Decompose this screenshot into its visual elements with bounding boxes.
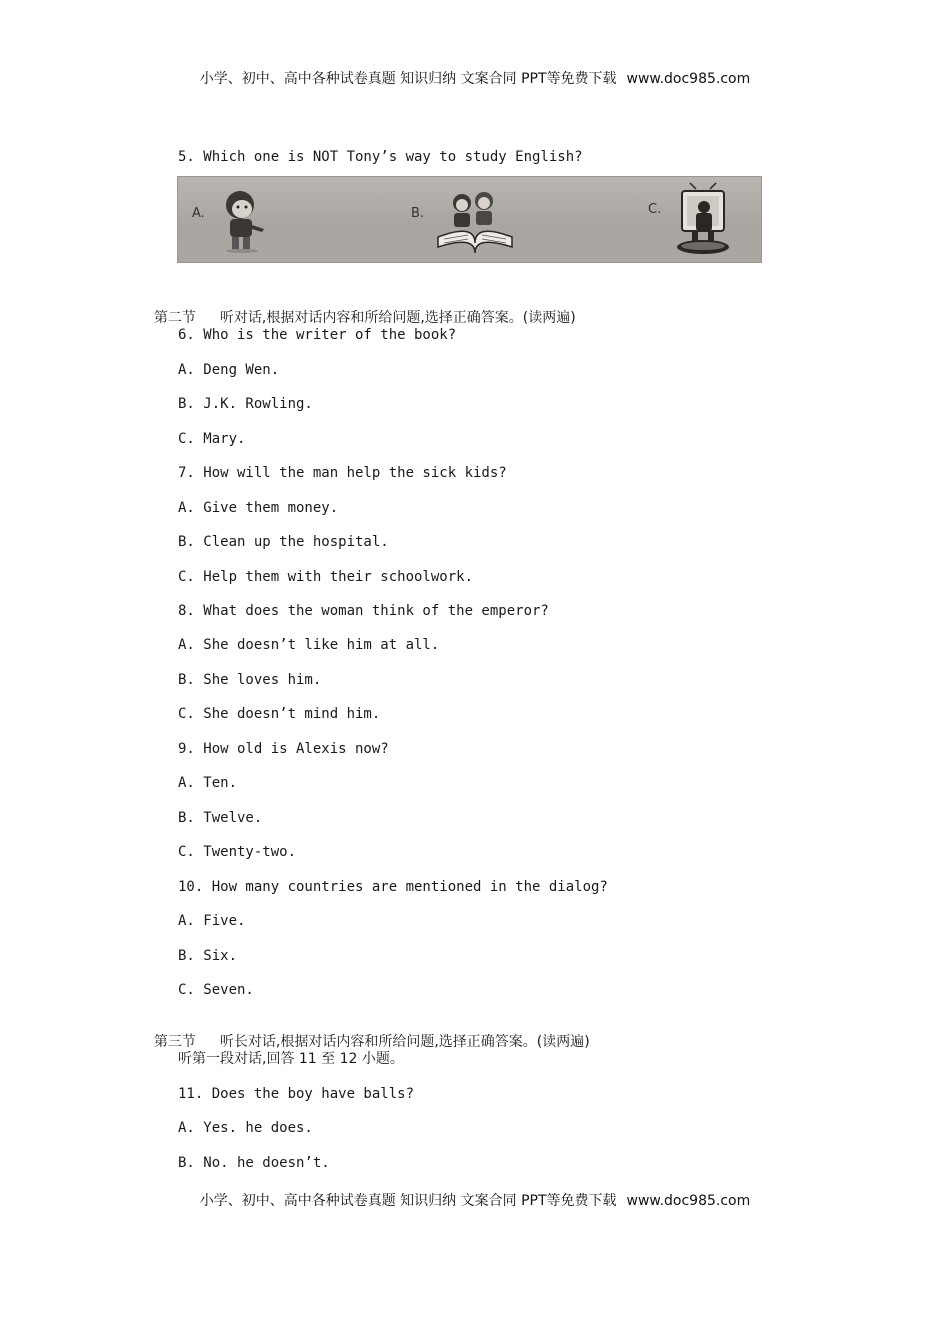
- question-8-option-b: B. She loves him.: [178, 672, 322, 688]
- section-3-instruction: 听长对话,根据对话内容和所给问题,选择正确答案。(读两遍): [219, 1034, 590, 1050]
- question-9: 9. How old is Alexis now?: [178, 741, 389, 757]
- section-3-sub-instruction: 听第一段对话,回答 11 至 12 小题。: [178, 1051, 404, 1067]
- question-7-option-a: A. Give them money.: [178, 500, 339, 516]
- question-6-option-a: A. Deng Wen.: [178, 362, 280, 378]
- picture-option-a-label: A.: [192, 206, 205, 221]
- question-11-option-a: A. Yes. he does.: [178, 1120, 313, 1136]
- section-3-label: 第三节: [153, 1034, 196, 1050]
- question-10-option-a: A. Five.: [178, 913, 246, 929]
- question-8: 8. What does the woman think of the emperor?: [178, 603, 549, 619]
- question-6-option-c: C. Mary.: [178, 431, 246, 447]
- question-10: 10. How many countries are mentioned in the dialog?: [178, 879, 608, 895]
- header-banner: [0, 68, 950, 88]
- banner-url: www.doc985.com: [626, 1193, 751, 1209]
- person-watching-tv-icon: [668, 181, 738, 259]
- question-11: 11. Does the boy have balls?: [178, 1086, 415, 1102]
- question-10-option-b: B. Six.: [178, 948, 238, 964]
- question-10-option-c: C. Seven.: [178, 982, 254, 998]
- question-9-option-a: A. Ten.: [178, 775, 238, 791]
- question-9-option-c: C. Twenty-two.: [178, 844, 297, 860]
- question-8-option-c: C. She doesn’t mind him.: [178, 706, 381, 722]
- footer-banner: [0, 1190, 950, 1210]
- section-3-heading: [145, 1015, 590, 1051]
- picture-option-b-label: B.: [411, 206, 425, 221]
- section-2-label: 第二节: [153, 310, 196, 326]
- question-8-option-a: A. She doesn’t like him at all.: [178, 637, 440, 653]
- question-6: 6. Who is the writer of the book?: [178, 327, 457, 343]
- question-5-picture-strip: [177, 176, 762, 263]
- section-2-heading: [145, 291, 576, 327]
- question-7: 7. How will the man help the sick kids?: [178, 465, 507, 481]
- question-7-option-c: C. Help them with their schoolwork.: [178, 569, 474, 585]
- boy-talking-icon: [218, 185, 278, 255]
- picture-option-c-label: C.: [648, 202, 662, 217]
- banner-url: www.doc985.com: [626, 71, 751, 87]
- section-2-instruction: 听对话,根据对话内容和所给问题,选择正确答案。(读两遍): [219, 310, 576, 326]
- question-7-option-b: B. Clean up the hospital.: [178, 534, 389, 550]
- question-9-option-b: B. Twelve.: [178, 810, 263, 826]
- kids-reading-book-icon: [430, 185, 520, 257]
- banner-text: 小学、初中、高中各种试卷真题 知识归纳 文案合同 PPT等免费下载: [199, 1193, 617, 1209]
- question-6-option-b: B. J.K. Rowling.: [178, 396, 313, 412]
- question-11-option-b: B. No. he doesn’t.: [178, 1155, 330, 1171]
- banner-text: 小学、初中、高中各种试卷真题 知识归纳 文案合同 PPT等免费下载: [199, 71, 617, 87]
- question-5: 5. Which one is NOT Tony’s way to study English?: [178, 149, 583, 165]
